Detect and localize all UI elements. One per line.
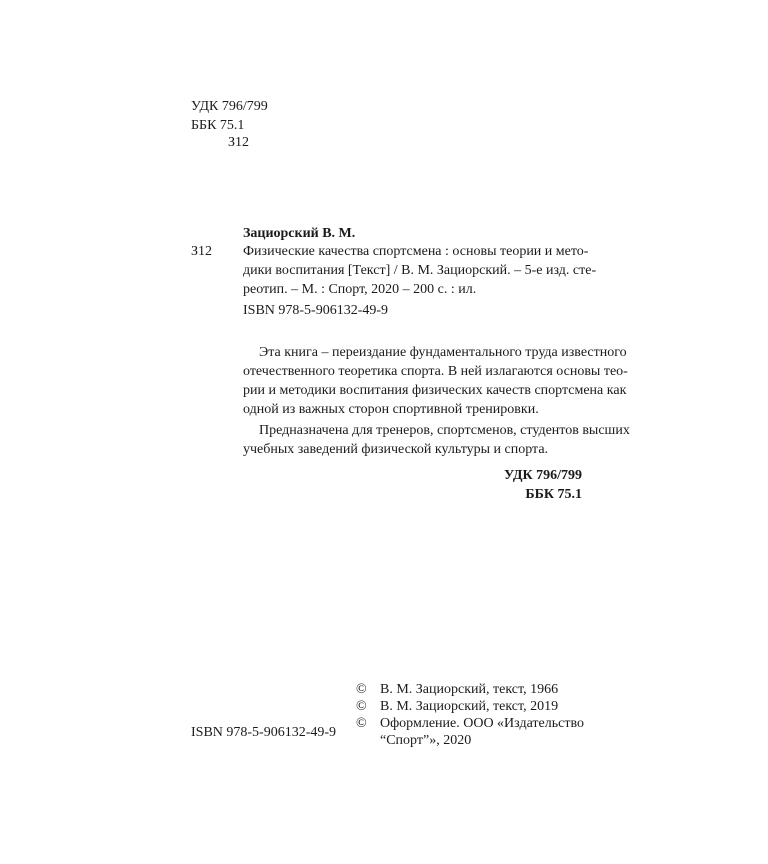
record-title-line: Физические качества спортсмена : основы теории и мето-	[243, 244, 589, 259]
annotation-line: Эта книга – переиздание фундаментального труда известного	[259, 345, 627, 360]
copyright-line	[356, 698, 558, 715]
annotation-line: отечественного теоретика спорта. В ней излагаются основы тео-	[243, 364, 628, 379]
copyright-text: В. М. Зациорский, текст, 2019	[380, 699, 559, 714]
annotation-line: одной из важных сторон спортивной тренировки.	[243, 402, 539, 417]
copyright-line	[356, 681, 558, 698]
top-author-mark: З12	[228, 135, 250, 150]
record-isbn: ISBN 978-5-906132-49-9	[243, 303, 389, 318]
record-title-line: реотип. – М. : Спорт, 2020 – 200 с. : ил.	[243, 282, 477, 297]
record-title	[243, 242, 597, 299]
author-heading: Зациорский В. М.	[243, 226, 356, 241]
copyright-symbol: ©	[356, 682, 367, 697]
annotation-line: рии и методики воспитания физических качеств спортсмена как	[243, 383, 627, 398]
annotation-line: Предназначена для тренеров, спортсменов, студентов высших	[259, 423, 630, 438]
record-title-line: дики воспитания [Текст] / В. М. Зациорский. – 5-е изд. сте-	[243, 263, 597, 278]
footer-isbn: ISBN 978-5-906132-49-9	[191, 725, 337, 740]
copyright-text: “Спорт”», 2020	[380, 733, 472, 748]
copyright-text: В. М. Зациорский, текст, 1966	[380, 682, 559, 697]
copyright-text: Оформление. ООО «Издательство	[380, 716, 584, 731]
record-author-mark: З12	[191, 244, 213, 259]
annotation-udk: УДК 796/799	[503, 468, 582, 483]
copyright-continuation	[356, 732, 471, 749]
copyright-line	[356, 715, 584, 732]
annotation-bbk: ББК 75.1	[525, 487, 582, 502]
copyright-symbol: ©	[356, 699, 367, 714]
top-udk: УДК 796/799	[191, 99, 268, 114]
annotation-paragraph-1	[243, 343, 628, 419]
top-bbk: ББК 75.1	[191, 118, 245, 133]
copyright-symbol: ©	[356, 716, 367, 731]
annotation-paragraph-2	[243, 421, 630, 459]
annotation-line: учебных заведений физической культуры и спорта.	[243, 442, 549, 457]
